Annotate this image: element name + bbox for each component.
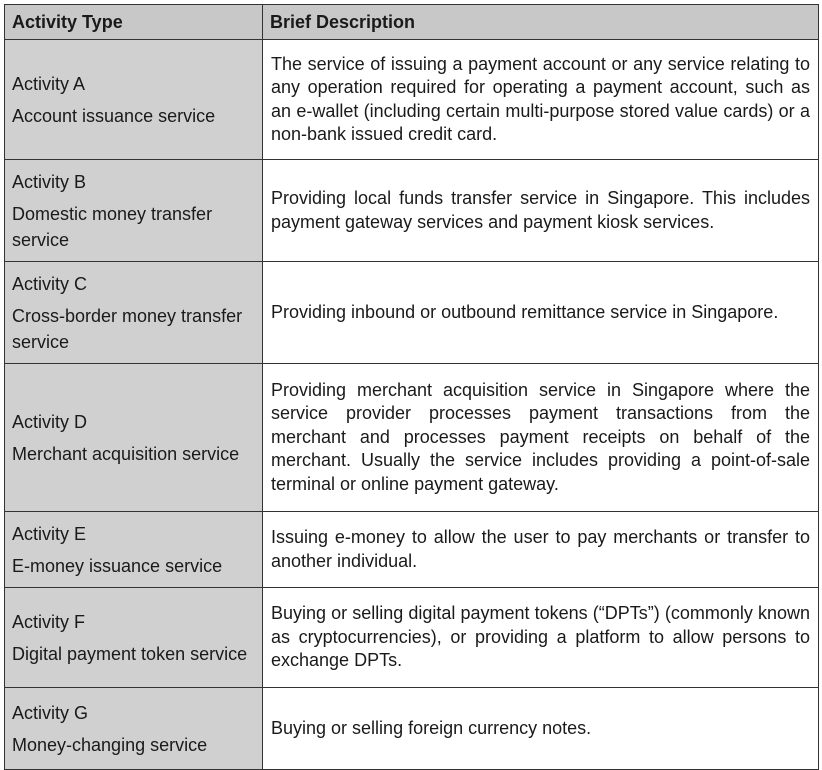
activity-name: Domestic money transfer service <box>12 203 213 250</box>
activity-name: Money-changing service <box>12 734 208 755</box>
activity-type-cell <box>5 688 263 770</box>
activity-name: Digital payment token service <box>12 643 248 664</box>
activity-type-cell <box>5 588 263 688</box>
activity-table-container <box>4 4 818 770</box>
activity-type-cell <box>5 262 263 364</box>
table-row <box>5 588 819 688</box>
activity-type-cell <box>5 40 263 160</box>
table-header-row <box>5 5 819 40</box>
activity-description: Issuing e-money to allow the user to pay merchants or transfer to another individual. <box>263 512 819 588</box>
activity-description: The service of issuing a payment account or any service relating to any operation required for operating a payment account, such as an e-wallet (including certain multi-purpose stored value cards) or a non-bank issued credit card. <box>263 40 819 160</box>
activity-name: E-money issuance service <box>12 555 223 576</box>
header-activity-type: Activity Type <box>5 5 263 40</box>
activity-description: Providing merchant acquisition service in Singapore where the service provider processes payment transactions from the merchant and processes payment receipts on behalf of the merchant. Usually the service includes providing a point-of-sale terminal or online payment gateway. <box>263 364 819 512</box>
activity-label: Activity A <box>12 73 86 94</box>
table-row <box>5 364 819 512</box>
activity-type-cell <box>5 364 263 512</box>
activity-type-cell <box>5 512 263 588</box>
activity-label: Activity B <box>12 171 87 192</box>
activity-label: Activity C <box>12 273 88 294</box>
table-row <box>5 512 819 588</box>
activity-label: Activity G <box>12 702 89 723</box>
table-row <box>5 262 819 364</box>
activity-description: Providing inbound or outbound remittance service in Singapore. <box>263 262 819 364</box>
table-row <box>5 160 819 262</box>
activity-label: Activity F <box>12 611 86 632</box>
table-row <box>5 40 819 160</box>
activity-label: Activity D <box>12 411 88 432</box>
header-brief-description: Brief Description <box>263 5 819 40</box>
activity-description: Buying or selling digital payment tokens (“DPTs”) (commonly known as cryptocurrencies), or providing a platform to allow persons to exchange DPTs. <box>263 588 819 688</box>
activity-description: Providing local funds transfer service in Singapore. This includes payment gateway services and payment kiosk services. <box>263 160 819 262</box>
activity-name: Cross-border money transfer service <box>12 305 243 352</box>
table-row <box>5 688 819 770</box>
activity-name: Merchant acquisition service <box>12 443 240 464</box>
activity-name: Account issuance service <box>12 105 216 126</box>
activity-type-cell <box>5 160 263 262</box>
activity-description: Buying or selling foreign currency notes. <box>263 688 819 770</box>
activity-table <box>4 4 819 770</box>
activity-label: Activity E <box>12 523 87 544</box>
